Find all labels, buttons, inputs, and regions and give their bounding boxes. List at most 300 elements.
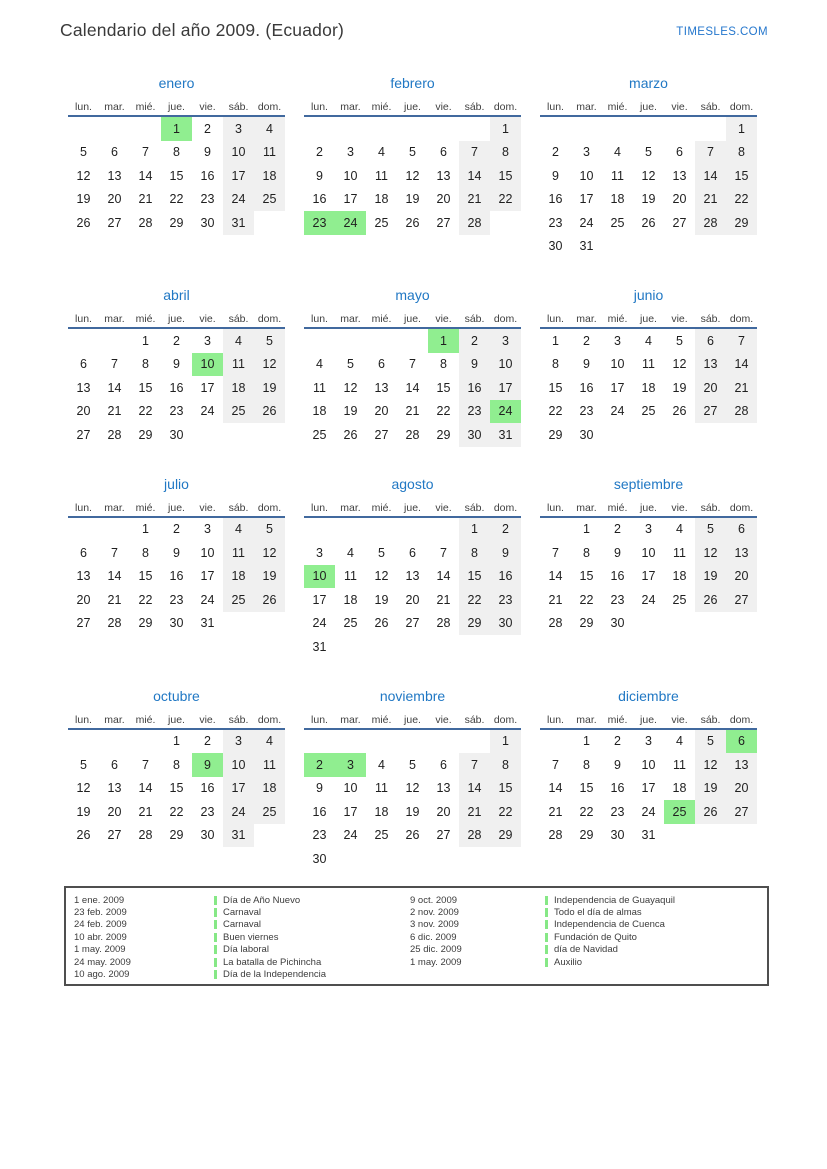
empty-cell [304, 328, 335, 353]
day-cell: 17 [641, 569, 656, 584]
empty-cell [490, 847, 521, 871]
weekday-header-row-inner [540, 313, 757, 328]
day-cell: 5 [254, 517, 285, 542]
day-cell: 27 [107, 828, 122, 843]
month-mayo [304, 287, 521, 447]
day-cell: 23 [610, 592, 625, 607]
day-cell: 29 [169, 215, 184, 230]
month-marzo [540, 75, 757, 258]
month-title-link[interactable]: agosto [391, 475, 434, 492]
day-cell: 3 [204, 522, 211, 537]
weekday-header: sáb. [223, 313, 254, 328]
week-row [540, 588, 757, 612]
day-cell: 16 [312, 192, 327, 207]
day-cell: 20 [374, 404, 389, 419]
month-title-link[interactable]: febrero [390, 75, 435, 91]
day-grid [68, 116, 285, 235]
weekday-header: sáb. [695, 313, 726, 328]
weekday-header-row-inner [304, 502, 521, 517]
empty-cell [695, 116, 726, 141]
day-cell: 9 [173, 357, 180, 372]
day-cell: 23 [610, 804, 625, 819]
empty-cell [664, 824, 695, 848]
weekday-header: sáb. [223, 714, 254, 729]
day-cell: 4 [614, 145, 621, 160]
day-cell: 14 [138, 781, 153, 796]
empty-cell [490, 635, 521, 659]
day-grid [304, 328, 521, 447]
weekday-header: vie. [664, 101, 695, 116]
week-row [540, 188, 757, 212]
week-row [540, 541, 757, 565]
day-cell: 26 [405, 215, 420, 230]
day-cell: 10 [304, 565, 335, 589]
weekday-header-row-inner [304, 101, 521, 116]
empty-cell [726, 612, 757, 636]
day-cell: 27 [76, 427, 91, 442]
month-diciembre [540, 688, 757, 848]
day-cell: 31 [223, 824, 254, 848]
day-cell: 31 [200, 616, 215, 631]
day-cell: 19 [405, 804, 420, 819]
day-cell: 10 [223, 753, 254, 777]
holidays-legend [64, 886, 769, 986]
day-cell: 19 [343, 404, 358, 419]
weekday-header-row [68, 313, 285, 328]
empty-cell [192, 423, 223, 447]
day-cell: 5 [254, 328, 285, 353]
day-grid [540, 116, 757, 258]
day-cell: 15 [579, 781, 594, 796]
day-cell: 27 [726, 588, 757, 612]
day-cell: 9 [583, 357, 590, 372]
holiday-legend-row [410, 956, 767, 968]
day-cell: 6 [80, 357, 87, 372]
day-cell: 20 [76, 592, 91, 607]
weekday-header: sáb. [695, 101, 726, 116]
day-cell: 13 [374, 380, 389, 395]
day-cell: 21 [138, 804, 153, 819]
empty-cell [571, 116, 602, 141]
day-cell: 8 [459, 541, 490, 565]
month-title-link[interactable]: diciembre [618, 687, 679, 704]
weekday-header: lun. [540, 313, 571, 328]
holiday-date: 23 feb. 2009 [74, 907, 127, 919]
empty-cell [130, 729, 161, 754]
day-cell: 31 [223, 211, 254, 235]
day-cell: 15 [726, 164, 757, 188]
week-row [540, 777, 757, 801]
day-cell: 14 [436, 569, 451, 584]
day-cell: 19 [374, 592, 389, 607]
day-cell: 30 [610, 616, 625, 631]
day-cell: 7 [111, 357, 118, 372]
day-cell: 8 [142, 545, 149, 560]
day-cell: 10 [192, 353, 223, 377]
weekday-header-row [304, 101, 521, 116]
day-cell: 31 [579, 239, 594, 254]
holiday-marker [214, 896, 217, 905]
day-cell: 11 [611, 168, 624, 183]
holiday-marker [214, 970, 217, 979]
week-row [540, 517, 757, 542]
day-cell: 10 [610, 357, 625, 372]
day-cell: 30 [200, 828, 215, 843]
weekday-header: dom. [726, 502, 757, 517]
day-cell: 11 [313, 380, 326, 395]
week-row [540, 116, 757, 141]
day-cell: 21 [436, 592, 451, 607]
day-cell: 20 [672, 192, 687, 207]
day-cell: 11 [254, 753, 285, 777]
week-row [68, 376, 285, 400]
holiday-legend-row [74, 944, 410, 956]
weekday-header: dom. [490, 101, 521, 116]
weekday-header: mié. [130, 714, 161, 729]
day-cell: 14 [726, 353, 757, 377]
day-cell: 21 [548, 804, 563, 819]
day-cell: 27 [672, 215, 687, 230]
day-cell: 17 [343, 192, 358, 207]
day-cell: 1 [583, 522, 590, 537]
month-title-link[interactable]: septiembre [613, 475, 684, 492]
empty-cell [602, 116, 633, 141]
day-grid [540, 517, 757, 636]
day-cell: 6 [111, 757, 118, 772]
day-cell: 1 [490, 116, 521, 141]
month-septiembre [540, 476, 757, 636]
empty-cell [602, 235, 633, 259]
day-cell: 4 [676, 522, 683, 537]
day-cell: 3 [335, 753, 366, 777]
week-row [540, 800, 757, 824]
holiday-name: Auxilio [554, 956, 582, 968]
day-cell: 11 [344, 569, 357, 584]
holiday-legend-row [74, 968, 410, 980]
week-row [304, 211, 521, 235]
empty-cell [726, 235, 757, 259]
holiday-date: 9 oct. 2009 [410, 894, 458, 906]
month-table [304, 502, 521, 659]
week-row [304, 517, 521, 542]
empty-cell [68, 116, 99, 141]
weekday-header: vie. [192, 313, 223, 328]
day-cell: 25 [223, 588, 254, 612]
day-cell: 17 [579, 192, 594, 207]
day-cell: 13 [672, 168, 687, 183]
weekday-header: mié. [130, 101, 161, 116]
day-cell: 10 [641, 545, 656, 560]
day-cell: 18 [374, 804, 389, 819]
month-table [304, 313, 521, 447]
weekday-header-row-inner [540, 101, 757, 116]
day-cell: 15 [548, 380, 563, 395]
weekday-header-row [68, 502, 285, 517]
day-cell: 14 [695, 164, 726, 188]
empty-cell [726, 824, 757, 848]
day-cell: 6 [695, 328, 726, 353]
day-cell: 22 [726, 188, 757, 212]
day-cell: 24 [641, 592, 656, 607]
day-cell: 2 [304, 753, 335, 777]
day-cell: 20 [726, 565, 757, 589]
day-cell: 14 [459, 164, 490, 188]
holiday-marker [545, 908, 548, 917]
day-cell: 27 [107, 215, 122, 230]
day-cell: 1 [552, 333, 559, 348]
month-title-link[interactable]: enero [158, 75, 195, 91]
holiday-legend-row [410, 906, 767, 918]
month-title-link[interactable]: octubre [153, 687, 200, 704]
weekday-header: lun. [540, 502, 571, 517]
day-cell: 18 [223, 376, 254, 400]
day-cell: 22 [490, 188, 521, 212]
day-cell: 16 [169, 569, 184, 584]
day-cell: 7 [459, 753, 490, 777]
weekday-header: lun. [68, 313, 99, 328]
empty-cell [99, 517, 130, 542]
weekday-header: mar. [571, 502, 602, 517]
day-cell: 4 [254, 729, 285, 754]
day-cell: 3 [223, 116, 254, 141]
month-table [68, 714, 285, 848]
day-cell: 7 [552, 545, 559, 560]
holiday-marker [545, 896, 548, 905]
day-cell: 15 [138, 380, 153, 395]
day-cell: 29 [726, 211, 757, 235]
holiday-marker [214, 945, 217, 954]
day-cell: 26 [254, 400, 285, 424]
day-cell: 27 [436, 215, 451, 230]
weekday-header: lun. [304, 101, 335, 116]
day-cell: 28 [548, 828, 563, 843]
day-cell: 17 [223, 164, 254, 188]
empty-cell [428, 729, 459, 754]
empty-cell [459, 847, 490, 871]
day-cell: 23 [579, 404, 594, 419]
day-cell: 12 [343, 380, 358, 395]
month-title-link[interactable]: marzo [629, 75, 668, 91]
day-cell: 25 [223, 400, 254, 424]
day-cell: 18 [254, 164, 285, 188]
day-cell: 29 [459, 612, 490, 636]
empty-cell [99, 328, 130, 353]
weekday-header: mar. [99, 502, 130, 517]
day-cell: 21 [405, 404, 420, 419]
day-cell: 10 [343, 168, 358, 183]
day-cell: 13 [76, 380, 91, 395]
week-row [540, 565, 757, 589]
day-cell: 26 [254, 588, 285, 612]
week-row [68, 328, 285, 353]
day-cell: 12 [405, 781, 420, 796]
site-link[interactable]: TIMESLES.COM [676, 26, 768, 38]
month-title-link[interactable]: julio [164, 475, 189, 492]
day-cell: 5 [409, 145, 416, 160]
weekday-header: jue. [161, 101, 192, 116]
empty-cell [335, 729, 366, 754]
day-cell: 10 [343, 781, 358, 796]
weekday-header: jue. [397, 502, 428, 517]
month-table [304, 714, 521, 871]
weekday-header-row [540, 502, 757, 517]
weekday-header: dom. [254, 502, 285, 517]
month-table [304, 101, 521, 235]
day-cell: 1 [428, 328, 459, 353]
week-row [540, 612, 757, 636]
day-cell: 8 [173, 757, 180, 772]
weekday-header: mié. [366, 502, 397, 517]
weekday-header-row-inner [540, 502, 757, 517]
week-row [68, 541, 285, 565]
weekday-header-row [68, 101, 285, 116]
day-cell: 15 [169, 168, 184, 183]
weekday-header-row-inner [68, 313, 285, 328]
holiday-name: Todo el día de almas [554, 907, 642, 919]
day-cell: 12 [695, 753, 726, 777]
day-cell: 6 [111, 145, 118, 160]
day-cell: 7 [409, 357, 416, 372]
day-cell: 24 [223, 800, 254, 824]
day-cell: 19 [641, 192, 656, 207]
day-cell: 24 [579, 215, 594, 230]
day-cell: 15 [138, 569, 153, 584]
day-cell: 9 [490, 541, 521, 565]
day-cell: 4 [676, 734, 683, 749]
week-row [68, 400, 285, 424]
day-cell: 18 [343, 592, 358, 607]
weekday-header: jue. [161, 714, 192, 729]
week-row [304, 565, 521, 589]
empty-cell [664, 116, 695, 141]
empty-cell [664, 235, 695, 259]
week-row [304, 777, 521, 801]
day-cell: 23 [459, 400, 490, 424]
week-row [304, 141, 521, 165]
empty-cell [99, 116, 130, 141]
empty-cell [633, 423, 664, 447]
day-cell: 17 [312, 592, 327, 607]
weekday-header: dom. [490, 502, 521, 517]
day-cell: 2 [552, 145, 559, 160]
day-cell: 30 [579, 427, 594, 442]
week-row [68, 777, 285, 801]
week-row [68, 588, 285, 612]
day-cell: 14 [459, 777, 490, 801]
week-row [540, 141, 757, 165]
weekday-header: mié. [130, 313, 161, 328]
weekday-header: sáb. [695, 714, 726, 729]
week-row [304, 353, 521, 377]
day-cell: 11 [642, 357, 655, 372]
day-cell: 11 [673, 545, 686, 560]
weekday-header: vie. [192, 101, 223, 116]
day-cell: 5 [409, 757, 416, 772]
day-cell: 17 [223, 777, 254, 801]
empty-cell [304, 116, 335, 141]
day-cell: 5 [676, 333, 683, 348]
weekday-header: lun. [68, 101, 99, 116]
day-grid [304, 517, 521, 659]
empty-cell [68, 517, 99, 542]
weekday-header: sáb. [459, 502, 490, 517]
month-title-link[interactable]: mayo [395, 287, 430, 303]
day-cell: 2 [614, 522, 621, 537]
day-cell: 30 [169, 616, 184, 631]
weekday-header: mar. [99, 101, 130, 116]
weekday-header-row [304, 714, 521, 729]
empty-cell [366, 729, 397, 754]
month-table [68, 313, 285, 447]
holiday-marker [545, 920, 548, 929]
holiday-name: Carnaval [223, 907, 262, 919]
day-cell: 1 [173, 734, 180, 749]
empty-cell [223, 612, 254, 636]
day-cell: 31 [312, 639, 327, 654]
day-cell: 3 [316, 545, 323, 560]
weekday-header: vie. [192, 714, 223, 729]
day-cell: 3 [583, 145, 590, 160]
weekday-header: sáb. [459, 313, 490, 328]
holiday-name: Carnaval [223, 919, 262, 931]
day-cell: 3 [645, 734, 652, 749]
week-row [304, 400, 521, 424]
day-cell: 7 [142, 145, 149, 160]
day-cell: 24 [200, 404, 215, 419]
weekday-header: jue. [161, 313, 192, 328]
day-cell: 26 [343, 427, 358, 442]
weekday-header-row-inner [68, 101, 285, 116]
month-title-link[interactable]: noviembre [379, 687, 446, 704]
holiday-legend-row [410, 919, 767, 931]
week-row [540, 423, 757, 447]
day-cell: 28 [695, 211, 726, 235]
day-cell: 23 [490, 588, 521, 612]
day-cell: 16 [579, 380, 594, 395]
day-cell: 21 [138, 192, 153, 207]
empty-cell [335, 847, 366, 871]
week-row [68, 211, 285, 235]
day-cell: 10 [641, 757, 656, 772]
day-cell: 13 [76, 569, 91, 584]
weekday-header: vie. [428, 101, 459, 116]
holiday-marker [214, 920, 217, 929]
day-cell: 2 [490, 517, 521, 542]
day-cell: 9 [552, 168, 559, 183]
day-cell: 30 [459, 423, 490, 447]
day-cell: 17 [200, 380, 215, 395]
month-title-link[interactable]: junio [633, 287, 664, 303]
day-cell: 22 [436, 404, 451, 419]
day-cell: 1 [459, 517, 490, 542]
weekday-header-row [304, 502, 521, 517]
day-cell: 23 [304, 211, 335, 235]
week-row [304, 824, 521, 848]
day-cell: 15 [490, 777, 521, 801]
day-cell: 3 [490, 328, 521, 353]
holiday-legend-row [74, 956, 410, 968]
weekday-header: lun. [304, 714, 335, 729]
weekday-header: dom. [726, 313, 757, 328]
day-cell: 15 [436, 380, 451, 395]
weekday-header-row [540, 714, 757, 729]
day-cell: 20 [107, 804, 122, 819]
day-cell: 3 [645, 522, 652, 537]
week-row [68, 612, 285, 636]
month-title-link[interactable]: abril [163, 287, 190, 303]
weekday-header: jue. [633, 101, 664, 116]
week-row [540, 353, 757, 377]
